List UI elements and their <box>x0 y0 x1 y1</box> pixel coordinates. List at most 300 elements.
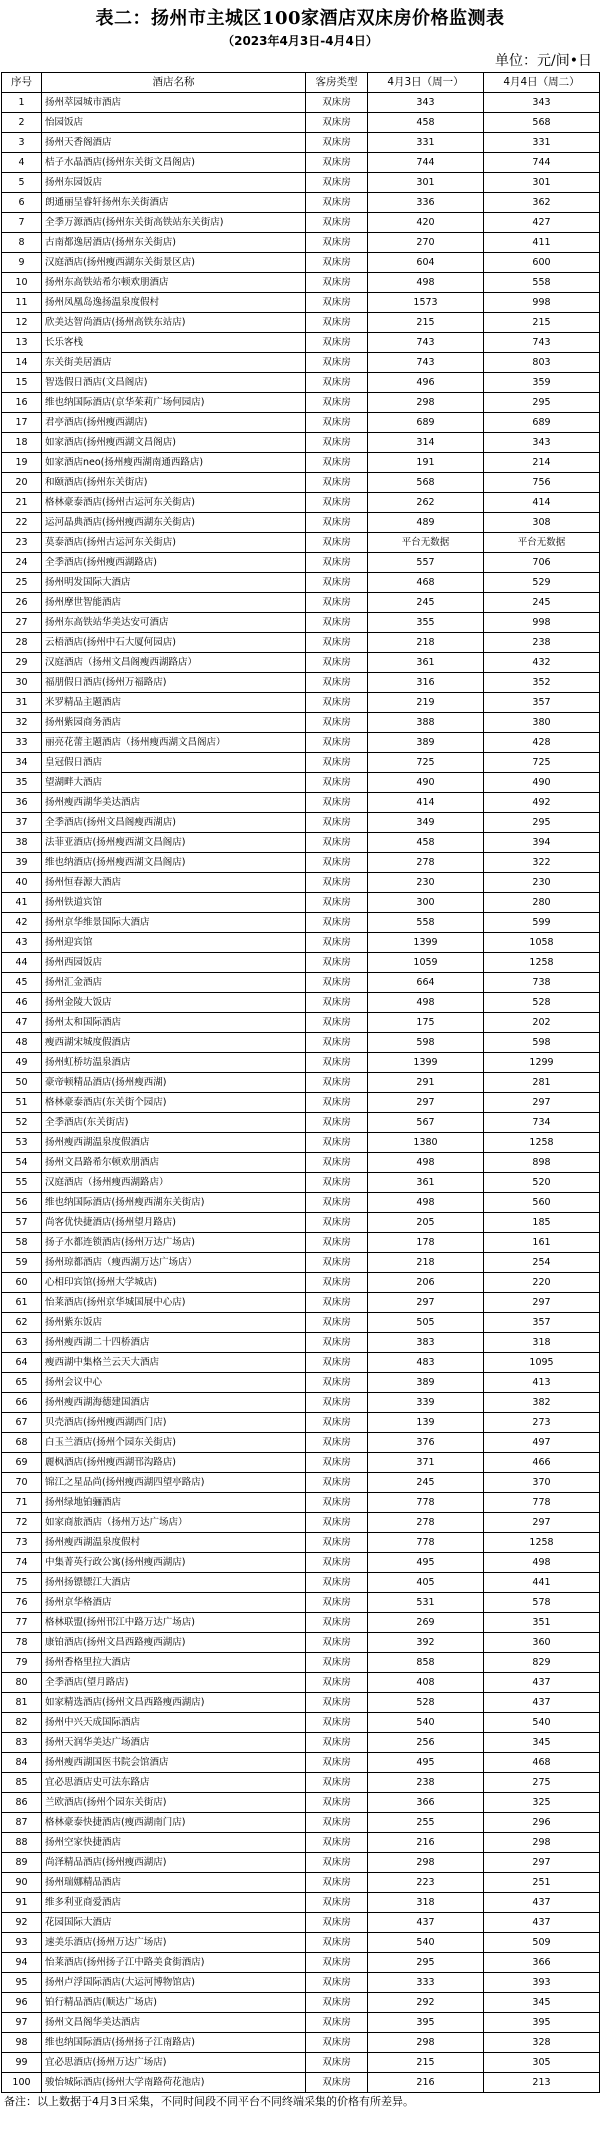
table-row <box>2 1493 600 1513</box>
cell-hotel-name: 瘦西湖宋城度假酒店 <box>42 1033 306 1053</box>
cell-hotel-name: 心相印宾馆(扬州大学城店) <box>42 1273 306 1293</box>
table-row <box>2 1913 600 1933</box>
cell-index: 14 <box>2 353 42 373</box>
cell-index: 34 <box>2 753 42 773</box>
cell-room-type: 双床房 <box>306 733 368 753</box>
table-row <box>2 1393 600 1413</box>
table-row <box>2 1833 600 1853</box>
table-row <box>2 413 600 433</box>
cell-index: 37 <box>2 813 42 833</box>
cell-price-apr3: 383 <box>368 1333 484 1353</box>
cell-hotel-name: 扬州瘦西湖二十四桥酒店 <box>42 1333 306 1353</box>
cell-room-type: 双床房 <box>306 1713 368 1733</box>
cell-price-apr3: 483 <box>368 1353 484 1373</box>
cell-hotel-name: 桔子水晶酒店(扬州东关街文昌阁店) <box>42 153 306 173</box>
cell-price-apr4: 803 <box>484 353 600 373</box>
cell-price-apr4: 297 <box>484 1513 600 1533</box>
cell-hotel-name: 全季酒店(东关街店) <box>42 1113 306 1133</box>
cell-price-apr4: 1058 <box>484 933 600 953</box>
cell-price-apr3: 414 <box>368 793 484 813</box>
table-row <box>2 1853 600 1873</box>
cell-price-apr3: 498 <box>368 273 484 293</box>
cell-hotel-name: 望湖畔大酒店 <box>42 773 306 793</box>
cell-index: 30 <box>2 673 42 693</box>
cell-price-apr3: 604 <box>368 253 484 273</box>
cell-price-apr4: 998 <box>484 613 600 633</box>
cell-price-apr3: 389 <box>368 1373 484 1393</box>
cell-index: 63 <box>2 1333 42 1353</box>
cell-index: 26 <box>2 593 42 613</box>
header-room-type: 客房类型 <box>306 73 368 93</box>
cell-index: 42 <box>2 913 42 933</box>
cell-hotel-name: 丽亮花蕾主题酒店（扬州瘦西湖文昌阁店） <box>42 733 306 753</box>
cell-index: 67 <box>2 1413 42 1433</box>
cell-index: 92 <box>2 1913 42 1933</box>
cell-index: 98 <box>2 2033 42 2053</box>
cell-index: 18 <box>2 433 42 453</box>
table-row <box>2 833 600 853</box>
cell-room-type: 双床房 <box>306 1913 368 1933</box>
cell-price-apr4: 平台无数据 <box>484 533 600 553</box>
cell-index: 21 <box>2 493 42 513</box>
cell-hotel-name: 扬州明发国际大酒店 <box>42 573 306 593</box>
cell-price-apr3: 495 <box>368 1753 484 1773</box>
cell-hotel-name: 扬州恒春源大酒店 <box>42 873 306 893</box>
cell-index: 73 <box>2 1533 42 1553</box>
cell-index: 47 <box>2 1013 42 1033</box>
table-row <box>2 1413 600 1433</box>
cell-price-apr4: 498 <box>484 1553 600 1573</box>
cell-room-type: 双床房 <box>306 1053 368 1073</box>
cell-price-apr4: 366 <box>484 1953 600 1973</box>
cell-hotel-name: 瘦西湖中集格兰云天大酒店 <box>42 1353 306 1373</box>
cell-room-type: 双床房 <box>306 1453 368 1473</box>
table-row <box>2 393 600 413</box>
cell-hotel-name: 皇冠假日酒店 <box>42 753 306 773</box>
cell-room-type: 双床房 <box>306 1213 368 1233</box>
cell-hotel-name: 锦江之星品尚(扬州瘦西湖四望亭路店) <box>42 1473 306 1493</box>
table-row <box>2 1033 600 1053</box>
cell-price-apr4: 411 <box>484 233 600 253</box>
cell-room-type: 双床房 <box>306 2053 368 2073</box>
cell-index: 99 <box>2 2053 42 2073</box>
footnote: 备注：以上数据于4月3日采集，不同时间段不同平台不同终端采集的价格有所差异。 <box>4 2095 414 2108</box>
table-row <box>2 213 600 233</box>
table-row <box>2 1133 600 1153</box>
header-apr3: 4月3日（周一） <box>368 73 484 93</box>
cell-index: 72 <box>2 1513 42 1533</box>
cell-index: 24 <box>2 553 42 573</box>
cell-price-apr4: 578 <box>484 1593 600 1613</box>
cell-price-apr4: 540 <box>484 1713 600 1733</box>
cell-hotel-name: 铂行精品酒店(顺达广场店) <box>42 1993 306 2013</box>
cell-index: 41 <box>2 893 42 913</box>
cell-price-apr3: 496 <box>368 373 484 393</box>
cell-room-type: 双床房 <box>306 1833 368 1853</box>
cell-price-apr4: 301 <box>484 173 600 193</box>
cell-room-type: 双床房 <box>306 1673 368 1693</box>
cell-price-apr3: 269 <box>368 1613 484 1633</box>
cell-room-type: 双床房 <box>306 333 368 353</box>
cell-index: 51 <box>2 1093 42 1113</box>
cell-hotel-name: 扬州虹桥坊温泉酒店 <box>42 1053 306 1073</box>
cell-room-type: 双床房 <box>306 1313 368 1333</box>
cell-index: 94 <box>2 1953 42 1973</box>
cell-room-type: 双床房 <box>306 1753 368 1773</box>
cell-index: 75 <box>2 1573 42 1593</box>
cell-room-type: 双床房 <box>306 393 368 413</box>
cell-room-type: 双床房 <box>306 1193 368 1213</box>
table-row <box>2 613 600 633</box>
cell-price-apr4: 528 <box>484 993 600 1013</box>
cell-room-type: 双床房 <box>306 1133 368 1153</box>
cell-price-apr4: 295 <box>484 813 600 833</box>
table-row <box>2 2033 600 2053</box>
cell-price-apr3: 558 <box>368 913 484 933</box>
cell-index: 9 <box>2 253 42 273</box>
cell-index: 12 <box>2 313 42 333</box>
cell-hotel-name: 兰欧酒店(扬州个园东关街店) <box>42 1793 306 1813</box>
cell-index: 80 <box>2 1673 42 1693</box>
cell-price-apr4: 297 <box>484 1853 600 1873</box>
cell-price-apr3: 139 <box>368 1413 484 1433</box>
table-row <box>2 1593 600 1613</box>
cell-price-apr3: 216 <box>368 2073 484 2093</box>
cell-price-apr4: 490 <box>484 773 600 793</box>
table-row <box>2 793 600 813</box>
cell-room-type: 双床房 <box>306 1173 368 1193</box>
cell-room-type: 双床房 <box>306 1373 368 1393</box>
cell-index: 96 <box>2 1993 42 2013</box>
cell-index: 64 <box>2 1353 42 1373</box>
cell-price-apr4: 898 <box>484 1153 600 1173</box>
cell-hotel-name: 扬州紫东饭店 <box>42 1313 306 1333</box>
cell-hotel-name: 扬州迎宾馆 <box>42 933 306 953</box>
cell-index: 48 <box>2 1033 42 1053</box>
table-row <box>2 1973 600 1993</box>
table-row <box>2 1753 600 1773</box>
cell-hotel-name: 怡莱酒店(扬州扬子江中路美食街酒店) <box>42 1953 306 1973</box>
cell-room-type: 双床房 <box>306 473 368 493</box>
cell-price-apr4: 600 <box>484 253 600 273</box>
cell-price-apr4: 214 <box>484 453 600 473</box>
cell-price-apr3: 489 <box>368 513 484 533</box>
cell-room-type: 双床房 <box>306 373 368 393</box>
cell-price-apr4: 427 <box>484 213 600 233</box>
cell-price-apr4: 394 <box>484 833 600 853</box>
cell-price-apr3: 175 <box>368 1013 484 1033</box>
cell-price-apr3: 744 <box>368 153 484 173</box>
cell-room-type: 双床房 <box>306 1073 368 1093</box>
cell-room-type: 双床房 <box>306 893 368 913</box>
cell-price-apr3: 297 <box>368 1293 484 1313</box>
cell-index: 27 <box>2 613 42 633</box>
cell-price-apr4: 497 <box>484 1433 600 1453</box>
cell-price-apr4: 296 <box>484 1813 600 1833</box>
cell-room-type: 双床房 <box>306 1893 368 1913</box>
cell-index: 5 <box>2 173 42 193</box>
table-row <box>2 513 600 533</box>
cell-room-type: 双床房 <box>306 1153 368 1173</box>
cell-hotel-name: 扬州香格里拉大酒店 <box>42 1653 306 1673</box>
cell-room-type: 双床房 <box>306 953 368 973</box>
cell-hotel-name: 怡莱酒店(扬州京华城国展中心店) <box>42 1293 306 1313</box>
table-row <box>2 913 600 933</box>
cell-hotel-name: 贝壳酒店(扬州瘦西湖西门店) <box>42 1413 306 1433</box>
cell-price-apr4: 213 <box>484 2073 600 2093</box>
table-row <box>2 853 600 873</box>
cell-price-apr3: 205 <box>368 1213 484 1233</box>
cell-hotel-name: 和颐酒店(扬州东关街店) <box>42 473 306 493</box>
cell-price-apr4: 1095 <box>484 1353 600 1373</box>
cell-price-apr4: 441 <box>484 1573 600 1593</box>
cell-index: 61 <box>2 1293 42 1313</box>
cell-index: 65 <box>2 1373 42 1393</box>
cell-price-apr3: 218 <box>368 633 484 653</box>
table-row <box>2 1573 600 1593</box>
cell-price-apr4: 357 <box>484 1313 600 1333</box>
cell-price-apr4: 1258 <box>484 1133 600 1153</box>
table-row <box>2 293 600 313</box>
cell-hotel-name: 如家精选酒店(扬州文昌西路瘦西湖店) <box>42 1693 306 1713</box>
cell-room-type: 双床房 <box>306 1513 368 1533</box>
table-row <box>2 1993 600 2013</box>
cell-price-apr4: 778 <box>484 1493 600 1513</box>
cell-room-type: 双床房 <box>306 1953 368 1973</box>
cell-price-apr4: 230 <box>484 873 600 893</box>
table-row <box>2 353 600 373</box>
cell-index: 83 <box>2 1733 42 1753</box>
table-row <box>2 533 600 553</box>
cell-price-apr3: 1059 <box>368 953 484 973</box>
cell-price-apr4: 343 <box>484 93 600 113</box>
cell-index: 90 <box>2 1873 42 1893</box>
cell-room-type: 双床房 <box>306 1973 368 1993</box>
cell-price-apr4: 414 <box>484 493 600 513</box>
cell-price-apr3: 238 <box>368 1773 484 1793</box>
cell-price-apr3: 355 <box>368 613 484 633</box>
cell-price-apr4: 215 <box>484 313 600 333</box>
cell-hotel-name: 尚泽精品酒店(扬州瘦西湖店) <box>42 1853 306 1873</box>
cell-price-apr3: 361 <box>368 653 484 673</box>
cell-price-apr3: 1573 <box>368 293 484 313</box>
cell-price-apr4: 466 <box>484 1453 600 1473</box>
cell-room-type: 双床房 <box>306 153 368 173</box>
table-row <box>2 1713 600 1733</box>
cell-room-type: 双床房 <box>306 1333 368 1353</box>
cell-room-type: 双床房 <box>306 593 368 613</box>
cell-price-apr4: 275 <box>484 1773 600 1793</box>
cell-price-apr3: 540 <box>368 1933 484 1953</box>
cell-hotel-name: 扬州瘦西湖国医书院会馆酒店 <box>42 1753 306 1773</box>
cell-price-apr3: 278 <box>368 1513 484 1533</box>
cell-index: 43 <box>2 933 42 953</box>
cell-index: 74 <box>2 1553 42 1573</box>
cell-room-type: 双床房 <box>306 1593 368 1613</box>
cell-index: 77 <box>2 1613 42 1633</box>
table-row <box>2 713 600 733</box>
cell-price-apr4: 202 <box>484 1013 600 1033</box>
cell-hotel-name: 扬州会议中心 <box>42 1373 306 1393</box>
table-row <box>2 2073 600 2093</box>
cell-price-apr4: 238 <box>484 633 600 653</box>
cell-room-type: 双床房 <box>306 1873 368 1893</box>
cell-hotel-name: 东关街美居酒店 <box>42 353 306 373</box>
unit-label: 单位：元/间•日 <box>495 53 592 69</box>
cell-hotel-name: 格林豪泰酒店(扬州古运河东关街店) <box>42 493 306 513</box>
cell-price-apr4: 220 <box>484 1273 600 1293</box>
cell-hotel-name: 格林豪泰酒店(东关街个园店) <box>42 1093 306 1113</box>
cell-index: 54 <box>2 1153 42 1173</box>
cell-room-type: 双床房 <box>306 1413 368 1433</box>
cell-index: 3 <box>2 133 42 153</box>
cell-price-apr4: 743 <box>484 333 600 353</box>
cell-hotel-name: 速美乐酒店(扬州万达广场店) <box>42 1933 306 1953</box>
cell-index: 32 <box>2 713 42 733</box>
cell-hotel-name: 扬州扬镖镖江大酒店 <box>42 1573 306 1593</box>
cell-room-type: 双床房 <box>306 1093 368 1113</box>
table-row <box>2 553 600 573</box>
table-row <box>2 1353 600 1373</box>
table-row <box>2 753 600 773</box>
cell-room-type: 双床房 <box>306 833 368 853</box>
cell-room-type: 双床房 <box>306 1993 368 2013</box>
cell-room-type: 双床房 <box>306 1693 368 1713</box>
cell-hotel-name: 扬州汇金酒店 <box>42 973 306 993</box>
cell-price-apr4: 254 <box>484 1253 600 1273</box>
cell-index: 39 <box>2 853 42 873</box>
cell-price-apr3: 298 <box>368 2033 484 2053</box>
cell-price-apr3: 725 <box>368 753 484 773</box>
cell-index: 70 <box>2 1473 42 1493</box>
table-row <box>2 1333 600 1353</box>
cell-hotel-name: 扬州东高铁站希尔顿欢朋酒店 <box>42 273 306 293</box>
cell-index: 88 <box>2 1833 42 1853</box>
cell-room-type: 双床房 <box>306 293 368 313</box>
cell-price-apr4: 280 <box>484 893 600 913</box>
cell-price-apr4: 706 <box>484 553 600 573</box>
cell-price-apr4: 738 <box>484 973 600 993</box>
cell-hotel-name: 米罗精品主题酒店 <box>42 693 306 713</box>
cell-hotel-name: 康铂酒店(扬州文昌西路瘦西湖店) <box>42 1633 306 1653</box>
cell-index: 50 <box>2 1073 42 1093</box>
cell-price-apr3: 388 <box>368 713 484 733</box>
table-row <box>2 2013 600 2033</box>
cell-price-apr3: 495 <box>368 1553 484 1573</box>
cell-room-type: 双床房 <box>306 1433 368 1453</box>
cell-room-type: 双床房 <box>306 1273 368 1293</box>
cell-room-type: 双床房 <box>306 2073 368 2093</box>
cell-room-type: 双床房 <box>306 453 368 473</box>
cell-price-apr3: 743 <box>368 353 484 373</box>
cell-hotel-name: 扬州京华格酒店 <box>42 1593 306 1613</box>
table-row <box>2 673 600 693</box>
table-row <box>2 1473 600 1493</box>
cell-index: 45 <box>2 973 42 993</box>
cell-hotel-name: 扬州瘦西湖海德建国酒店 <box>42 1393 306 1413</box>
table-row <box>2 93 600 113</box>
cell-hotel-name: 全季酒店(扬州文昌阁瘦西湖店) <box>42 813 306 833</box>
table-row <box>2 773 600 793</box>
cell-room-type: 双床房 <box>306 193 368 213</box>
cell-hotel-name: 扬州京华维景国际大酒店 <box>42 913 306 933</box>
cell-price-apr3: 298 <box>368 393 484 413</box>
cell-hotel-name: 扬州天润华美达广场酒店 <box>42 1733 306 1753</box>
cell-hotel-name: 怡园饭店 <box>42 113 306 133</box>
table-row <box>2 593 600 613</box>
cell-index: 60 <box>2 1273 42 1293</box>
cell-index: 46 <box>2 993 42 1013</box>
cell-hotel-name: 扬子水都连锁酒店(扬州万达广场店) <box>42 1233 306 1253</box>
cell-index: 62 <box>2 1313 42 1333</box>
table-row <box>2 953 600 973</box>
cell-price-apr3: 216 <box>368 1833 484 1853</box>
cell-price-apr3: 405 <box>368 1573 484 1593</box>
cell-price-apr3: 316 <box>368 673 484 693</box>
cell-index: 89 <box>2 1853 42 1873</box>
cell-price-apr4: 829 <box>484 1653 600 1673</box>
cell-room-type: 双床房 <box>306 273 368 293</box>
cell-price-apr3: 528 <box>368 1693 484 1713</box>
cell-price-apr4: 437 <box>484 1893 600 1913</box>
table-row <box>2 1673 600 1693</box>
cell-index: 11 <box>2 293 42 313</box>
table-row <box>2 1793 600 1813</box>
cell-price-apr3: 498 <box>368 993 484 1013</box>
cell-price-apr3: 531 <box>368 1593 484 1613</box>
cell-room-type: 双床房 <box>306 813 368 833</box>
cell-price-apr4: 360 <box>484 1633 600 1653</box>
table-row <box>2 233 600 253</box>
cell-room-type: 双床房 <box>306 913 368 933</box>
cell-room-type: 双床房 <box>306 1813 368 1833</box>
cell-room-type: 双床房 <box>306 1613 368 1633</box>
cell-price-apr3: 215 <box>368 313 484 333</box>
cell-room-type: 双床房 <box>306 253 368 273</box>
cell-index: 58 <box>2 1233 42 1253</box>
cell-index: 81 <box>2 1693 42 1713</box>
table-row <box>2 1733 600 1753</box>
cell-price-apr3: 256 <box>368 1733 484 1753</box>
cell-hotel-name: 如家商旅酒店（扬州万达广场店） <box>42 1513 306 1533</box>
cell-price-apr3: 540 <box>368 1713 484 1733</box>
cell-price-apr3: 平台无数据 <box>368 533 484 553</box>
table-body <box>2 93 600 2093</box>
table-row <box>2 1313 600 1333</box>
cell-hotel-name: 汉庭酒店（扬州文昌阁瘦西湖路店） <box>42 653 306 673</box>
table-row <box>2 153 600 173</box>
cell-room-type: 双床房 <box>306 1853 368 1873</box>
cell-price-apr3: 230 <box>368 873 484 893</box>
cell-price-apr4: 251 <box>484 1873 600 1893</box>
cell-price-apr3: 301 <box>368 173 484 193</box>
cell-price-apr4: 345 <box>484 1733 600 1753</box>
cell-price-apr3: 218 <box>368 1253 484 1273</box>
table-row <box>2 1193 600 1213</box>
cell-hotel-name: 云梧酒店(扬州中石大厦何园店) <box>42 633 306 653</box>
table-row <box>2 473 600 493</box>
cell-price-apr3: 318 <box>368 1893 484 1913</box>
table-row <box>2 1613 600 1633</box>
cell-room-type: 双床房 <box>306 513 368 533</box>
cell-price-apr3: 490 <box>368 773 484 793</box>
cell-hotel-name: 扬州金陵大饭店 <box>42 993 306 1013</box>
cell-price-apr3: 191 <box>368 453 484 473</box>
cell-price-apr4: 325 <box>484 1793 600 1813</box>
table-row <box>2 933 600 953</box>
cell-room-type: 双床房 <box>306 993 368 1013</box>
cell-price-apr4: 295 <box>484 393 600 413</box>
